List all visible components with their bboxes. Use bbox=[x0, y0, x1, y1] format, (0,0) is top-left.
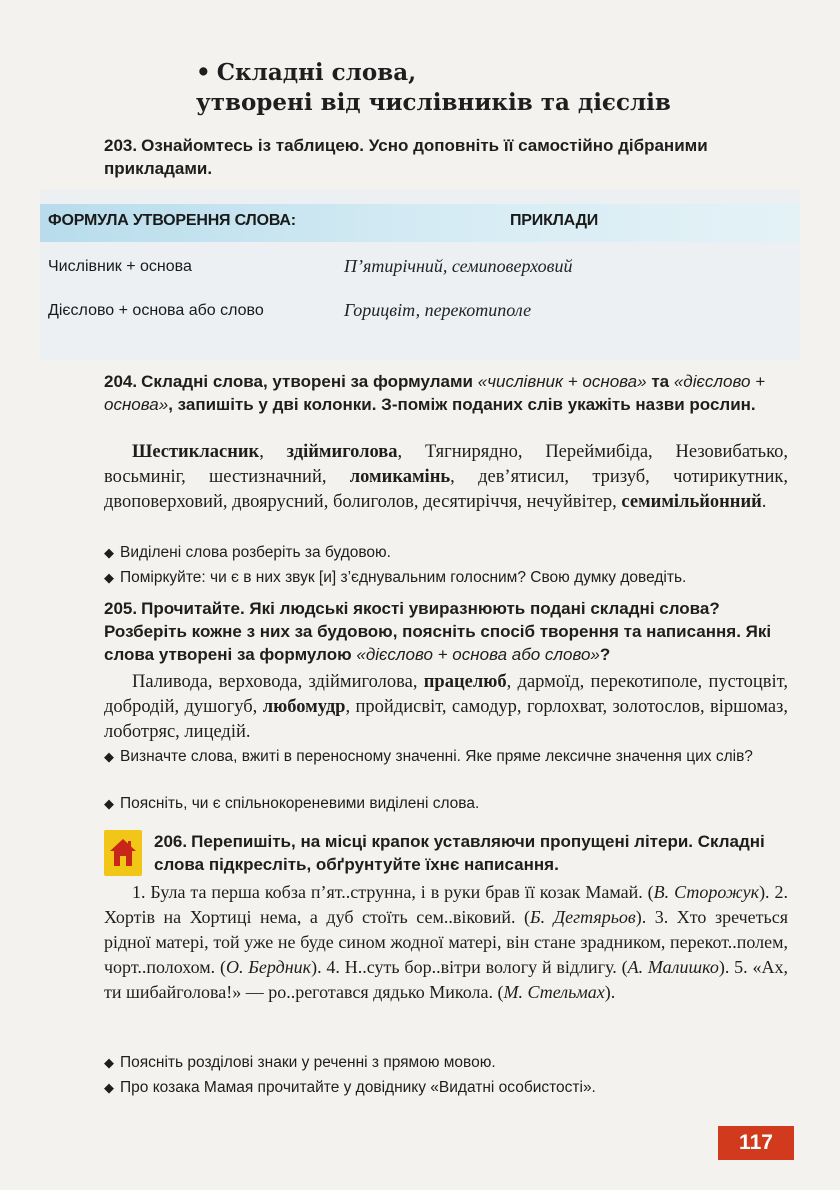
exercise-text: Перепишіть, на місці крапок уставляючи пропущені літери. Складні слова підкресліть, обґрунтуйте їхнє написання. bbox=[154, 832, 765, 874]
task-text: Визначте слова, вжиті в переносному значенні. Яке пряме лексичне значення цих слів? bbox=[120, 748, 753, 765]
bold-word: працелюб bbox=[423, 672, 507, 692]
sentence-text: ). 3. Хто зречеться рідної матері, той уже не буде сином жодної матері, він стане зрадником, перекот..полем, чорт..полохом. ( bbox=[104, 907, 788, 977]
task-item bbox=[104, 1077, 794, 1099]
sentence-text: ). bbox=[604, 982, 616, 1002]
sentence-text: ). 2. Хортів на Хортиці нема, а дуб стоїть сем..віковий. ( bbox=[104, 882, 788, 927]
task-text: Виділені слова розберіть за будовою. bbox=[120, 544, 391, 561]
author-name: М. Стельмах bbox=[503, 982, 605, 1002]
task-text: Про козака Мамая прочитайте у довіднику «Видатні особистості». bbox=[120, 1079, 596, 1096]
exercise-204-heading bbox=[104, 370, 790, 416]
exercise-number: 203. bbox=[104, 136, 138, 155]
diamond-bullet-icon: ◆ bbox=[104, 545, 114, 560]
formula-text: «дієслово + основа або слово» bbox=[356, 645, 600, 664]
word-text: , дев’ятисил, тризуб, чотирикутник, двоповерховий, двоярусний, болиголов, десятиріччя, нечуйвітер, bbox=[104, 467, 789, 512]
section-title-line2: утворені від числівників та дієслів bbox=[196, 89, 671, 116]
exercise-text: Ознайомтесь із таблицею. Усно доповніть її самостійно дібраними прикладами. bbox=[104, 136, 708, 178]
task-item bbox=[104, 1052, 794, 1074]
author-name: В. Сторожук bbox=[653, 882, 760, 902]
section-title-line1: Складні слова, bbox=[216, 59, 417, 86]
task-item bbox=[104, 567, 794, 589]
bold-word: семимільйонний bbox=[621, 492, 762, 512]
home-icon bbox=[104, 830, 142, 876]
exercise-204-words bbox=[104, 440, 788, 515]
task-text: Поясніть розділові знаки у реченні з прямою мовою. bbox=[120, 1054, 496, 1071]
table-row-examples: П’ятирічний, семиповерховий bbox=[344, 256, 573, 276]
formula-text: «дієслово + основа» bbox=[104, 372, 766, 414]
exercise-206-sentences bbox=[104, 880, 788, 1005]
exercise-text: Складні слова, утворені за формулами bbox=[141, 372, 474, 391]
exercise-text: Прочитайте. Які людські якості увиразнюють подані складні слова? Розберіть кожне з них за будовою, поясніть спосіб творення та написання. Які слова утворені за формулою bbox=[104, 599, 772, 664]
exercise-203-heading bbox=[104, 134, 790, 180]
sentence-text: ). 4. Н..суть бор..вітри вологу й відлигу. ( bbox=[311, 957, 628, 977]
table-row-examples: Горицвіт, перекотиполе bbox=[344, 300, 532, 320]
section-title bbox=[196, 58, 671, 118]
exercise-text: та bbox=[651, 372, 670, 391]
formula-text: «числівник + основа» bbox=[477, 372, 647, 391]
word-text: , Тягнирядно, Переймибіда, Незовибатько, восьминіг, шестизначний, bbox=[104, 442, 788, 487]
exercise-number: 204. bbox=[104, 372, 138, 391]
author-name: Б. Дегтярьов bbox=[530, 907, 636, 927]
task-item bbox=[104, 793, 794, 815]
diamond-bullet-icon: ◆ bbox=[104, 1080, 114, 1095]
word-text: , пройдисвіт, самодур, горлохват, золотослов, віршомаз, лоботряс, лицедій. bbox=[104, 697, 788, 742]
bold-word: любомудр bbox=[262, 697, 346, 717]
exercise-206-heading bbox=[154, 830, 794, 876]
author-name: А. Малишко bbox=[627, 957, 719, 977]
bold-word: здіймиголова bbox=[286, 442, 398, 462]
bullet-icon: • bbox=[196, 59, 211, 86]
diamond-bullet-icon: ◆ bbox=[104, 570, 114, 585]
sentence-text: ). 5. «Ах, ти шибайголова!» — ро..реготався дядько Микола. ( bbox=[104, 957, 789, 1002]
word-text: , дармоїд, перекотиполе, пустоцвіт, добродій, душогуб, bbox=[104, 672, 788, 717]
formula-table bbox=[40, 190, 800, 360]
table-row-formula: Числівник + основа bbox=[48, 258, 192, 275]
page-number: 117 bbox=[718, 1126, 794, 1160]
exercise-number: 205. bbox=[104, 599, 138, 618]
task-item bbox=[104, 542, 794, 564]
table-header-examples: ПРИКЛАДИ bbox=[510, 212, 599, 229]
diamond-bullet-icon: ◆ bbox=[104, 796, 114, 811]
exercise-text: ? bbox=[599, 645, 611, 664]
author-name: О. Бердник bbox=[225, 957, 312, 977]
word-text: , bbox=[259, 442, 287, 462]
exercise-text: , запишіть у дві колонки. З-поміж поданих слів укажіть назви рослин. bbox=[168, 395, 756, 414]
table-header-formula: ФОРМУЛА УТВОРЕННЯ СЛОВА: bbox=[48, 212, 296, 229]
bold-word: Шестикласник bbox=[132, 442, 260, 462]
word-text: . bbox=[761, 492, 767, 512]
exercise-205-heading bbox=[104, 597, 790, 666]
exercise-number: 206. bbox=[154, 832, 188, 851]
task-item bbox=[104, 746, 794, 768]
task-text: Поясніть, чи є спільнокореневими виділені слова. bbox=[120, 795, 480, 812]
sentence-text: 1. Була та перша кобза п’ят..струнна, і в руки брав її козак Мамай. ( bbox=[132, 882, 654, 902]
task-text: Поміркуйте: чи є в них звук [и] з’єднувальним голосним? Свою думку доведіть. bbox=[120, 569, 687, 586]
bold-word: ломикамінь bbox=[349, 467, 451, 487]
word-text: Паливода, верховода, здіймиголова, bbox=[132, 672, 424, 692]
diamond-bullet-icon: ◆ bbox=[104, 749, 114, 764]
diamond-bullet-icon: ◆ bbox=[104, 1055, 114, 1070]
exercise-205-words bbox=[104, 670, 788, 745]
table-row-formula: Дієслово + основа або слово bbox=[48, 302, 264, 319]
